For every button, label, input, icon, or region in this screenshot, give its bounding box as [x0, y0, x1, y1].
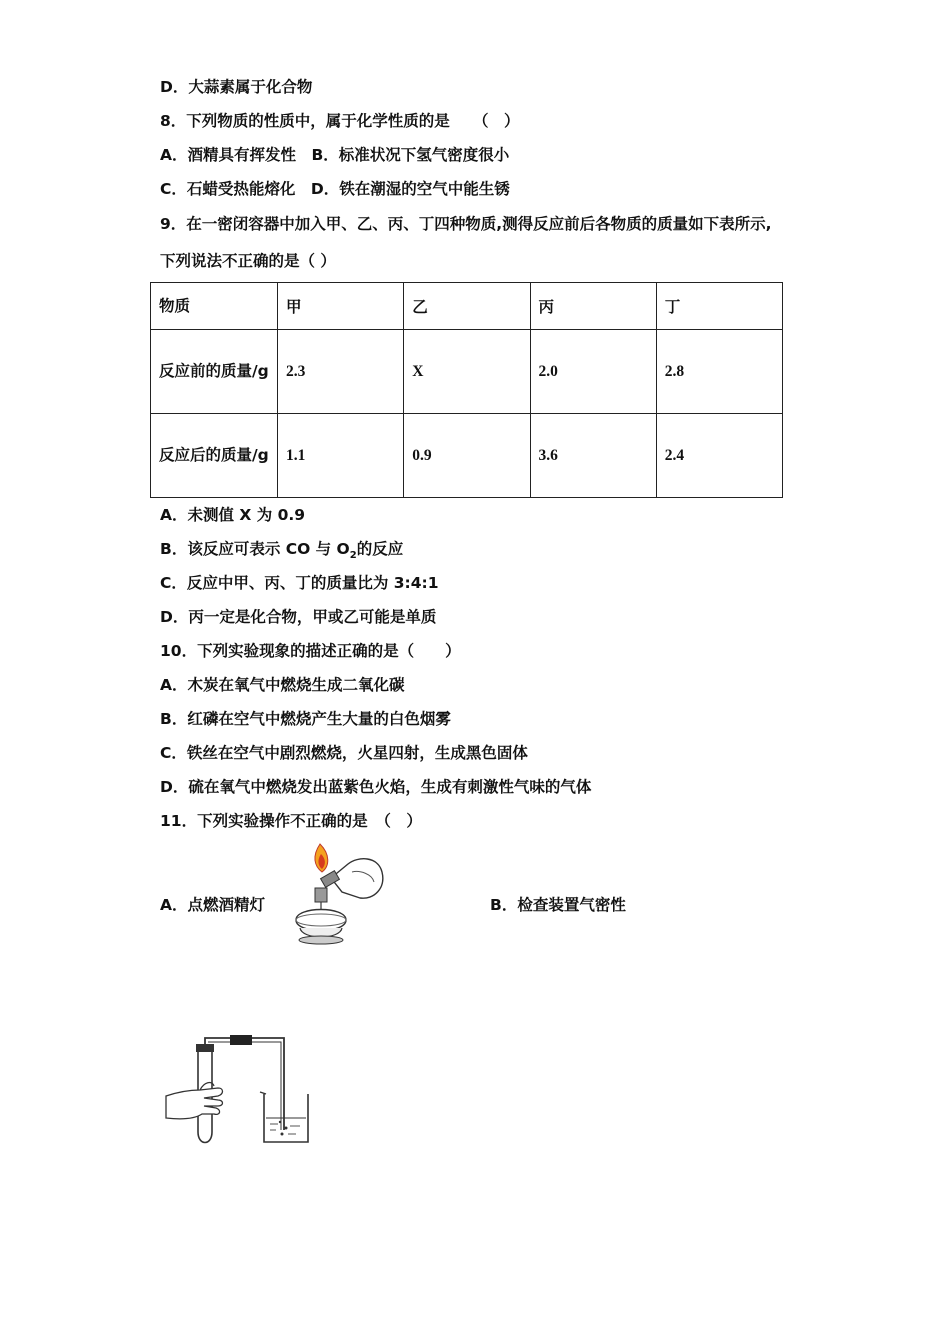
q10-option-a: A．木炭在氧气中燃烧生成二氧化碳 [160, 676, 405, 694]
table-cell: 2.0 [530, 330, 656, 414]
q11-stem: 11．下列实验操作不正确的是 （ ） [160, 812, 422, 830]
table-header-cell: 丁 [656, 283, 782, 330]
q8-stem: 8．下列物质的性质中，属于化学性质的是 （ ） [160, 112, 520, 130]
row-label: 反应前的质量/g [151, 330, 278, 414]
table-cell: 2.8 [656, 330, 782, 414]
q9-option-a: A．未测值 X 为 0.9 [160, 506, 306, 524]
q9-mass-table [150, 282, 783, 498]
q9-option-b: B．该反应可表示 CO 与 $O_2$的反应 [160, 540, 404, 562]
alcohol-lamp-illustration [286, 842, 388, 948]
q7-option-d: D．大蒜素属于化合物 [160, 78, 313, 96]
table-header-row [151, 283, 783, 330]
table-cell: 3.6 [530, 414, 656, 498]
q8-options-ab: A．酒精具有挥发性 B．标准状况下氢气密度很小 [160, 146, 510, 164]
q10-option-b: B．红磷在空气中燃烧产生大量的白色烟雾 [160, 710, 451, 728]
q11-option-b: B．检查装置气密性 [490, 896, 626, 914]
q9-option-d: D．丙一定是化合物，甲或乙可能是单质 [160, 608, 437, 626]
table-cell: X [404, 330, 530, 414]
table-cell: 2.3 [278, 330, 404, 414]
airtightness-check-illustration [160, 1034, 316, 1152]
table-cell: 2.4 [656, 414, 782, 498]
table-header-cell: 乙 [404, 283, 530, 330]
q10-option-d: D．硫在氧气中燃烧发出蓝紫色火焰，生成有刺激性气味的气体 [160, 778, 592, 796]
row-label: 反应后的质量/g [151, 414, 278, 498]
table-header-cell: 丙 [530, 283, 656, 330]
q8-options-cd: C．石蜡受热能熔化 D．铁在潮湿的空气中能生锈 [160, 180, 510, 198]
q9-stem-line1: 9．在一密闭容器中加入甲、乙、丙、丁四种物质,测得反应前后各物质的质量如下表所示, [160, 215, 772, 233]
table-cell: 1.1 [278, 414, 404, 498]
table-row [151, 330, 783, 414]
table-row [151, 414, 783, 498]
q10-stem: 10．下列实验现象的描述正确的是（ ） [160, 642, 461, 660]
q9-option-c: C．反应中甲、丙、丁的质量比为 3:4:1 [160, 574, 439, 592]
table-cell: 0.9 [404, 414, 530, 498]
q11-option-a: A．点燃酒精灯 [160, 896, 265, 914]
table-header-cell: 甲 [278, 283, 404, 330]
table-header-cell: 物质 [151, 283, 278, 330]
q10-option-c: C．铁丝在空气中剧烈燃烧，火星四射，生成黑色固体 [160, 744, 528, 762]
q9-stem-line2: 下列说法不正确的是（ ） [160, 252, 336, 270]
